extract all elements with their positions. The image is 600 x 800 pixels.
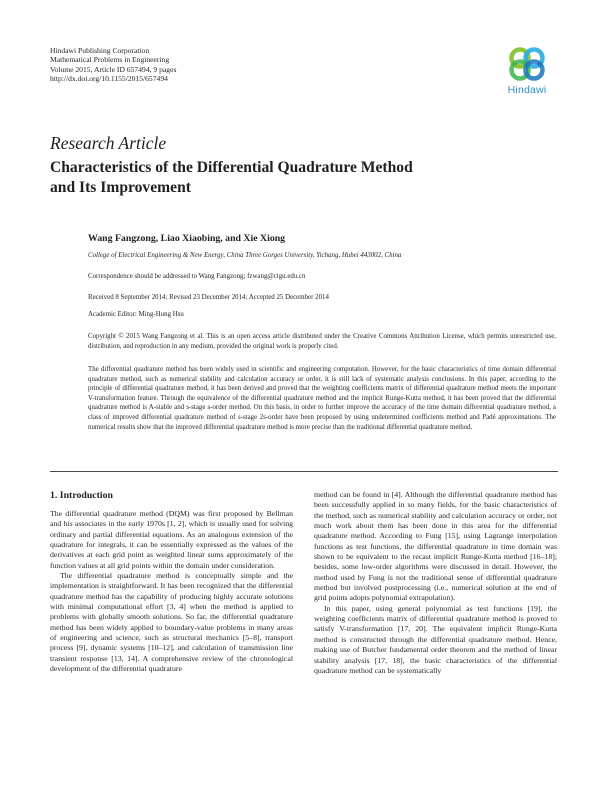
body-paragraph: The differential quadrature method is conceptually simple and the implementation is straightforward. It has been recognized that the differential quadrature method has the capability of producing highly accurate solutions with minimal computational effort [3, 4] when the method is applied to problems with globally smooth solutions. So far, the differential quadrature method has been widely applied to boundary-value problems in many areas of engineering and science, such as structural mechanics [5–8], transport process [9], dynamic systems [10–12], and calculation of transmission line transient response [13, 14]. A comprehensive review of the chronological development of the differential quadrature: [50, 571, 293, 674]
article-dates: Received 8 September 2014; Revised 23 December 2014; Accepted 25 December 2014: [88, 294, 329, 301]
affiliation: College of Electrical Engineering & New Energy, China Three Gorges University, Yichang, Hubei 443002, China: [88, 252, 402, 259]
abstract: The differential quadrature method has been widely used in scientific and engineering computation. However, for the basic characteristics of time domain differential quadrature method, such as numerical stability and calculation accuracy or order, it is still lack of systematic analysis conclusions. In this paper, according to the principle of differential quadrature method, it has been derived and proved that the weighting coefficients matrix of differential quadrature method meets the important V-transformation feature. Through the equivalence of the differential quadrature method and the implicit Runge-Kutta method, it has been proved that the differential quadrature method is A-stable and s-stage s-order method. On this basis, in order to further improve the accuracy of the time domain differential quadrature method, a class of improved differential quadrature method of s-stage 2s-order have been proposed by using undetermined coefficients method and Padé approximations. The numerical results show that the improved differential quadrature method is more precise than the traditional differential quadrature method.: [88, 366, 556, 431]
journal-header: [50, 46, 176, 84]
article-type: Research Article: [50, 133, 167, 153]
section-divider: [50, 471, 558, 472]
hindawi-logo: [497, 46, 557, 104]
correspondence: Correspondence should be addressed to Wang Fangzong; fzwang@ctgu.edu.cn: [88, 273, 306, 280]
left-column: [50, 509, 293, 675]
copyright-notice: Copyright © 2015 Wang Fangzong et al. This is an open access article distributed under the Creative Commons Attribution License, which permits unrestricted use, distribution, and reproduction in any medium, provided the original work is properly cited.: [88, 333, 556, 350]
hindawi-logo-icon: [508, 46, 546, 82]
body-paragraph: The differential quadrature method (DQM) was first proposed by Bellman and his associates in the early 1970s [1, 2], which is usually used for solving ordinary and partial differential equations. As an analogous extension of the quadrature for integrals, it can be essentially expressed as the values of the derivatives at each grid point as weighted linear sums approximately of the function values at all grid points within the domain under consideration.: [50, 509, 293, 570]
academic-editor: Academic Editor: Ming-Hung Hsu: [88, 311, 184, 318]
title-line-2: and Its Improvement: [50, 179, 191, 196]
article-title: [50, 158, 550, 198]
doi-link[interactable]: http://dx.doi.org/10.1155/2015/657494: [50, 74, 168, 84]
body-paragraph: method can be found in [4]. Although the differential quadrature method has been successfully applied in so many fields, for the basic characteristics of the method, such as numerical stability and calculation accuracy or order, not much work about them has been done in this area for the differential quadrature method. According to Fung [15], using Lagrange interpolation functions as test functions, the differential quadrature in time domain was shown to be equivalent to the recast implicit Runge-Kutta method [16–18]; besides, some low-order algorithms were discussed in detail. However, the method used by Fung is not the traditional sense of differential quadrature method but involved postprocessing (i.e., numerical solution at the end of grid points adopts polynomial extrapolation).: [314, 490, 557, 603]
hindawi-logo-text: Hindawi: [507, 84, 547, 96]
volume-info: Volume 2015, Article ID 657494, 9 pages: [50, 64, 177, 74]
body-paragraph: In this paper, using general polynomial as test functions [19], the weighting coefficients matrix of differential quadrature method is proved to satisfy V-transformation [17, 20]. The equivalent implicit Runge-Kutta method is constructed through the differential quadrature method. Hence, making use of Butcher fundamental order theorem and the method of linear stability analysis [17, 18], the basic characteristics of the differential quadrature method can be systematically: [314, 603, 557, 675]
author-list: Wang Fangzong, Liao Xiaobing, and Xie Xiong: [88, 233, 286, 244]
publisher-name: Hindawi Publishing Corporation: [50, 46, 150, 55]
right-column: [314, 490, 557, 676]
journal-name: Mathematical Problems in Engineering: [50, 55, 170, 65]
title-line-1: Characteristics of the Differential Quadrature Method: [50, 159, 413, 176]
section-heading-introduction: 1. Introduction: [50, 490, 113, 501]
